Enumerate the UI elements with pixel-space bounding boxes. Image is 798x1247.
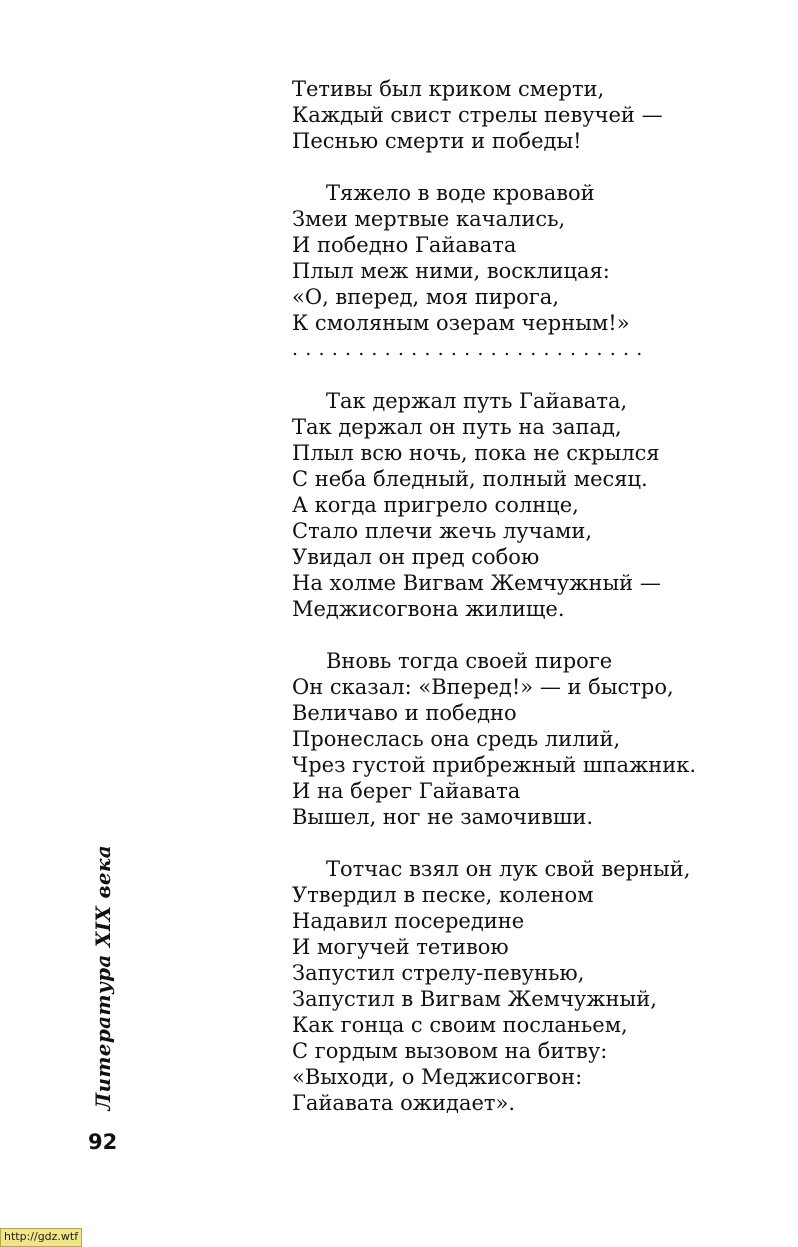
poem-line: Утвердил в песке, коленом xyxy=(292,883,594,907)
poem-line: Змеи мертвые качались, xyxy=(292,207,566,231)
poem-line: Так держал путь Гайавата, xyxy=(326,389,628,413)
poem-line: Пронеслась она средь лилий, xyxy=(292,727,621,751)
poem-line: Запустил стрелу-певунью, xyxy=(292,961,585,985)
poem-line: А когда пригрело солнце, xyxy=(292,493,579,517)
poem-line: С гордым вызовом на битву: xyxy=(292,1039,608,1063)
poem-line: Увидал он пред собою xyxy=(292,545,540,569)
omission-dots: ........................... xyxy=(292,338,650,360)
poem-line: И победно Гайавата xyxy=(292,233,517,257)
poem-line: И на берег Гайавата xyxy=(292,779,521,803)
page-number: 92 xyxy=(88,1130,118,1154)
poem-line: Каждый свист стрелы певучей — xyxy=(292,103,663,127)
poem-line: Тотчас взял он лук свой верный, xyxy=(326,857,691,881)
poem-line: Запустил в Вигвам Жемчужный, xyxy=(292,987,657,1011)
poem-line: Гайавата ожидает». xyxy=(292,1091,516,1115)
poem-line: Плыл меж ними, восклицая: xyxy=(292,259,610,283)
poem-line: Тетивы был криком смерти, xyxy=(292,77,605,101)
poem-line: Меджисогвона жилище. xyxy=(292,597,565,621)
running-head-text: Литература XIX века xyxy=(91,844,115,1110)
poem-line: Вновь тогда своей пироге xyxy=(326,649,613,673)
poem-line: «Выходи, о Меджисогвон: xyxy=(292,1065,583,1089)
poem-line: И могучей тетивою xyxy=(292,935,509,959)
poem-line: Чрез густой прибрежный шпажник. xyxy=(292,753,697,777)
poem-line: На холме Вигвам Жемчужный — xyxy=(292,571,661,595)
poem-line: Как гонца с своим посланьем, xyxy=(292,1013,628,1037)
stanza-2 xyxy=(292,180,762,336)
poem-line: Плыл всю ночь, пока не скрылся xyxy=(292,441,660,465)
poem-line: Песнью смерти и победы! xyxy=(292,129,582,153)
poem-text xyxy=(292,76,762,1142)
stanza-3 xyxy=(292,388,762,622)
poem-line: Стало плечи жечь лучами, xyxy=(292,519,593,543)
running-head xyxy=(88,844,118,1110)
poem-line: К смоляным озерам черным!» xyxy=(292,311,630,335)
poem-line: Надавил посередине xyxy=(292,909,525,933)
stanza-1 xyxy=(292,76,762,154)
poem-line: Он сказал: «Вперед!» — и быстро, xyxy=(292,675,674,699)
source-watermark-link[interactable]: http://gdz.wtf xyxy=(0,1228,82,1247)
stanza-5 xyxy=(292,856,762,1116)
poem-line: Вышел, ног не замочивши. xyxy=(292,805,594,829)
poem-line: Тяжело в воде кровавой xyxy=(326,181,595,205)
stanza-4 xyxy=(292,648,762,830)
poem-line: «О, вперед, моя пирога, xyxy=(292,285,559,309)
poem-line: С неба бледный, полный месяц. xyxy=(292,467,648,491)
poem-line: Так держал он путь на запад, xyxy=(292,415,622,439)
poem-line: Величаво и победно xyxy=(292,701,517,725)
